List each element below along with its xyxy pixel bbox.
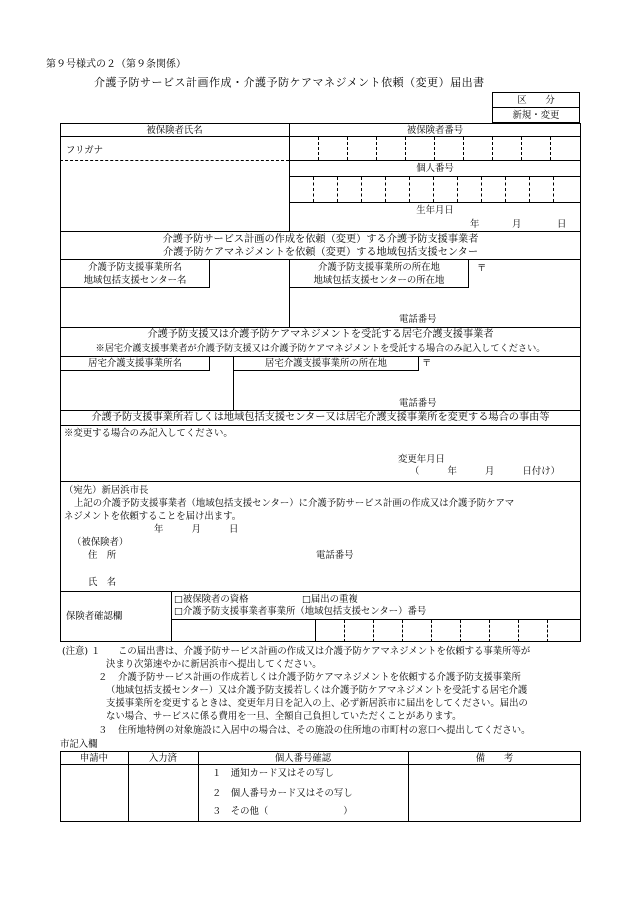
section2-postal-mark: 〒 (422, 358, 432, 369)
section3-heading: 介護予防支援事業所若しくは地域包括支援センター又は居宅介護支援事業所を変更する場合の事由等 (91, 412, 550, 423)
declaration-body1: 上記の介護予防支援事業者（地域包括支援センター）に介護予防サービス計画の作成又は介護予防ケアマ (74, 498, 515, 509)
insured-name-field[interactable] (66, 170, 276, 220)
id-check-option-1[interactable]: １ 通知カード又はその写し (212, 768, 334, 779)
section1-office-name-line2: 地域包括支援センター名 (83, 275, 187, 286)
birth-year: 年 (470, 219, 480, 230)
declaration-address-label: 住 所 (88, 550, 117, 561)
section1-address-line2: 地域包括支援センターの所在地 (313, 275, 445, 286)
city-col-remarks: 備 考 (475, 753, 514, 764)
id-check-option-2[interactable]: ２ 個人番号カード又はその写し (212, 788, 353, 799)
insured-number-label: 被保険者番号 (406, 125, 464, 136)
note3-number: ３ (98, 725, 108, 736)
note2-line1: 介護予防サービス計画の作成若しくは介護予防ケアマネジメントを依頼する介護予防支援事業所 (118, 672, 521, 683)
section3-note: ※変更する場合のみ記入してください。 (64, 428, 233, 439)
note1-line1: この届出書は、介護予防サービス計画の作成又は介護予防ケアマネジメントを依頼する事業所等が (118, 646, 531, 657)
addressee: （宛先）新居浜市長 (64, 485, 149, 496)
section1-phone-label: 電話番号 (399, 314, 437, 325)
note2-line2: （地域包括支援センター）又は介護予防支援若しくは介護予防ケアマネジメントを受託する居宅介護 (106, 685, 528, 696)
section1-postal-mark: 〒 (477, 263, 487, 274)
personal-number-label: 個人番号 (416, 163, 454, 174)
change-date-format[interactable]: （ 年 月 日付け） (410, 466, 561, 477)
notes-lead: (注意) １ (62, 646, 101, 657)
declaration-date[interactable]: 年 月 日 (154, 524, 239, 535)
furigana-label: フリガナ (66, 145, 104, 156)
note2-number: ２ (98, 672, 108, 683)
check-duplicate[interactable]: □届出の重複 (302, 594, 358, 605)
check-qualification[interactable]: □被保険者の資格 (174, 594, 249, 605)
city-col-entered: 入力済 (148, 753, 178, 764)
form-number: 第９号様式の２（第９条関係） (46, 59, 186, 70)
note3-line1: 住所地特例の対象施設に入居中の場合は、その施設の住所地の市町村の窓口へ提出してください。 (118, 725, 531, 736)
note2-line3: 支援事業所を変更するときは、変更年月日を記入の上、必ず新居浜市に届出をしてください。届出の (106, 698, 528, 709)
change-date-label: 変更年月日 (398, 454, 445, 465)
declaration-phone-label: 電話番号 (316, 550, 354, 561)
insurer-check-label: 保険者確認欄 (66, 611, 123, 622)
declaration-insured-label: （被保険者） (72, 537, 129, 548)
form-title: 介護予防サービス計画作成・介護予防ケアマネジメント依頼（変更）届出書 (94, 76, 485, 89)
note2-line4: ない場合、サービスに係る費用を一旦、全額自己負担していただくことがあります。 (106, 711, 462, 722)
check-office-number[interactable]: □介護予防支援事業者事業所（地域包括支援センター）番号 (174, 606, 427, 617)
section1-heading1: 介護予防サービス計画の作成を依頼（変更）する介護予防支援事業者 (162, 234, 479, 245)
category-label: 区 分 (517, 95, 555, 106)
city-section-label: 市記入欄 (60, 739, 98, 750)
declaration-name-label: 氏 名 (88, 577, 117, 588)
section2-heading1: 介護予防支援又は介護予防ケアマネジメントを受託する居宅介護支援事業者 (147, 329, 494, 340)
section1-address-line1: 介護予防支援事業所の所在地 (318, 262, 440, 273)
birth-month: 月 (512, 219, 522, 230)
section2-phone-label: 電話番号 (399, 398, 437, 409)
section1-office-name-line1: 介護予防支援事業所名 (88, 262, 182, 273)
note1-line2: 決まり次第速やかに新居浜市へ提出してください。 (106, 659, 322, 670)
section2-address: 居宅介護支援事業所の所在地 (265, 358, 387, 369)
section1-heading2: 介護予防ケアマネジメントを依頼（変更）する地域包括支援センター (162, 247, 479, 258)
city-col-id-check: 個人番号確認 (274, 753, 332, 764)
insured-name-label: 被保険者氏名 (146, 125, 203, 136)
city-col-applying: 申請中 (79, 753, 109, 764)
declaration-body2: ネジメントを依頼することを届け出ます。 (64, 511, 242, 522)
birth-day: 日 (557, 219, 567, 230)
section2-office-name: 居宅介護支援事業所名 (88, 358, 182, 369)
id-check-option-3[interactable]: ３ その他（ ） (212, 806, 353, 817)
birth-label: 生年月日 (416, 205, 454, 216)
category-value[interactable]: 新規・変更 (512, 110, 560, 121)
section2-heading2: ※居宅介護支援事業者が介護予防支援又は介護予防ケアマネジメントを受託する場合のみ記入してください。 (95, 343, 546, 354)
